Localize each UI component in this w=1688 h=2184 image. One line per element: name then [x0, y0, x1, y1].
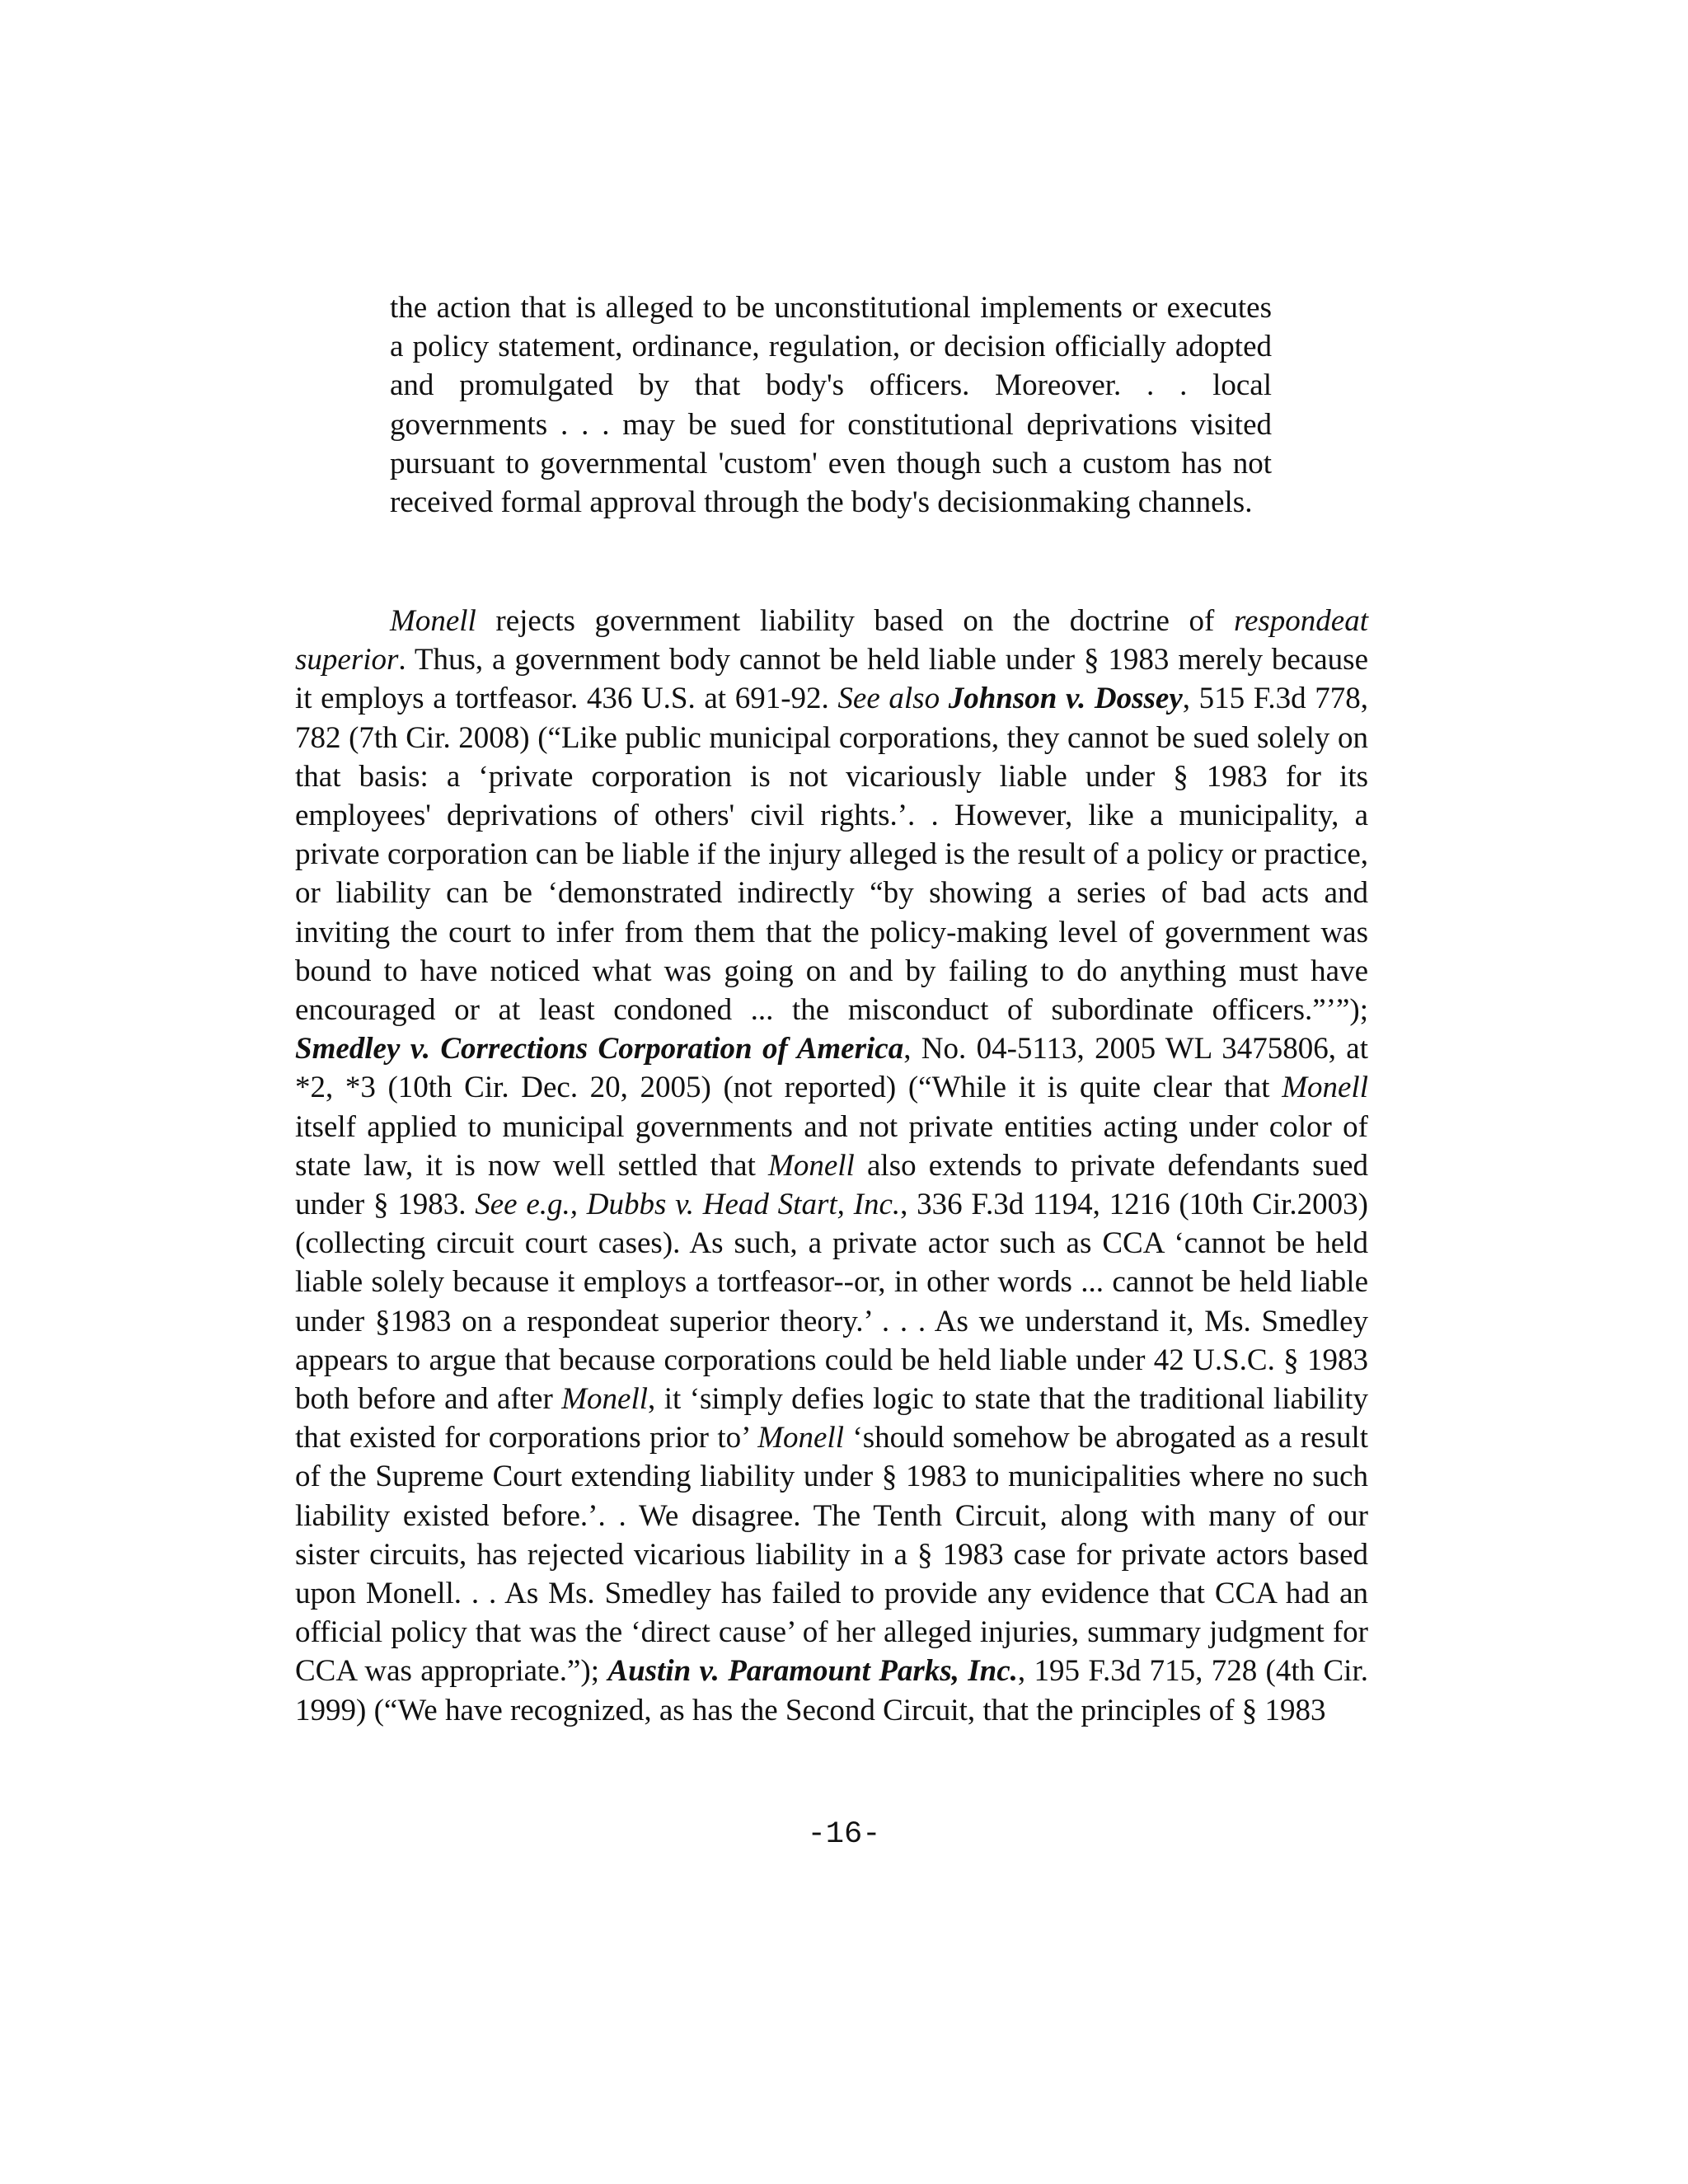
text-segment: itself applied to municipal governments and not private entities acting under color of state law, it is now well settled that	[295, 1109, 1368, 1183]
case-citation-johnson: Johnson v. Dossey	[948, 682, 1183, 716]
text-segment: , 515 F.3d 778, 782 (7th Cir. 2008) (“Like public municipal corporations, they cannot be sued solely on that basis: a ‘private corporation is not vicariously liable under § 1983 for its employees' deprivations of others' civil rights.’. . However, like a municipality, a private corporation can be liable if the injury alleged is the result of a policy or practice, or liability can be ‘demonstrated indirectly “by showing a series of bad acts and inviting the court to infer from them that the policy-making level of government was bound to have noticed what was going on and by failing to do anything must have encouraged or at least condoned ... the misconduct of subordinate officers.”’”);	[295, 682, 1368, 1028]
block-quote: the action that is alleged to be unconstitutional implements or executes a policy statement, ordinance, regulation, or decision officially adopted and promulgated by that body's officers. Moreover. . . local governments . . . may be sued for constitutional deprivations visited pursuant to governmental 'custom' even though such a custom has not received formal approval through the body's decisionmaking channels.	[390, 291, 1272, 520]
text-segment	[940, 682, 949, 715]
case-name-italic: Monell	[390, 604, 476, 638]
latin-term: respondeat superior	[295, 604, 1368, 677]
body-paragraph	[295, 602, 1368, 1730]
text-segment: , 195 F.3d 715, 728 (4th Cir. 1999) (“We have recognized, as has the Second Circuit, that the principles of § 1983	[295, 1654, 1368, 1727]
case-name-italic: Monell	[561, 1382, 649, 1417]
case-citation-smedley: Smedley v. Corrections Corporation of America	[295, 1032, 904, 1066]
text-segment: , it ‘simply defies logic to state that the traditional liability that existed for corporations prior to’	[295, 1382, 1368, 1455]
page-number: -16-	[807, 1817, 881, 1852]
case-name-italic: Monell	[1282, 1071, 1368, 1105]
text-segment: , No. 04-5113, 2005 WL 3475806, at *2, *3 (10th Cir. Dec. 20, 2005) (not reported) (“While it is quite clear that	[295, 1032, 1368, 1105]
case-citation-dubbs: See e.g., Dubbs v. Head Start, Inc.	[475, 1188, 901, 1222]
text-segment: rejects government liability based on the doctrine of	[476, 604, 1234, 638]
signal-see-also: See also	[837, 682, 940, 716]
text-segment: , 336 F.3d 1194, 1216 (10th Cir.2003) (collecting circuit court cases). As such, a private actor such as CCA ‘cannot be held liable solely because it employs a tortfeasor--or, in other words ... cannot be held liable under §1983 on a respondeat superior theory.’ . . . As we understand it, Ms. Smedley appears to argue that because corporations could be held liable under 42 U.S.C. § 1983 both before and after	[295, 1188, 1368, 1417]
case-name-italic: Monell	[768, 1148, 855, 1183]
text-segment: also extends to private defendants sued under § 1983.	[295, 1148, 1368, 1222]
case-citation-austin: Austin v. Paramount Parks, Inc.	[607, 1654, 1018, 1689]
text-segment: . Thus, a government body cannot be held liable under § 1983 merely because it employs a tortfeasor. 436 U.S. at 691-92.	[295, 643, 1368, 716]
case-name-italic: Monell	[757, 1421, 844, 1455]
text-segment: ‘should somehow be abrogated as a result of the Supreme Court extending liability under § 1983 to municipalities where no such liability existed before.’. . We disagree. The Tenth Circuit, along with many of our sister circuits, has rejected vicarious liability in a § 1983 case for private actors based upon Monell. . . As Ms. Smedley has failed to provide any evidence that CCA had an official policy that was the ‘direct cause’ of her alleged injuries, summary judgment for CCA was appropriate.”);	[295, 1421, 1369, 1689]
